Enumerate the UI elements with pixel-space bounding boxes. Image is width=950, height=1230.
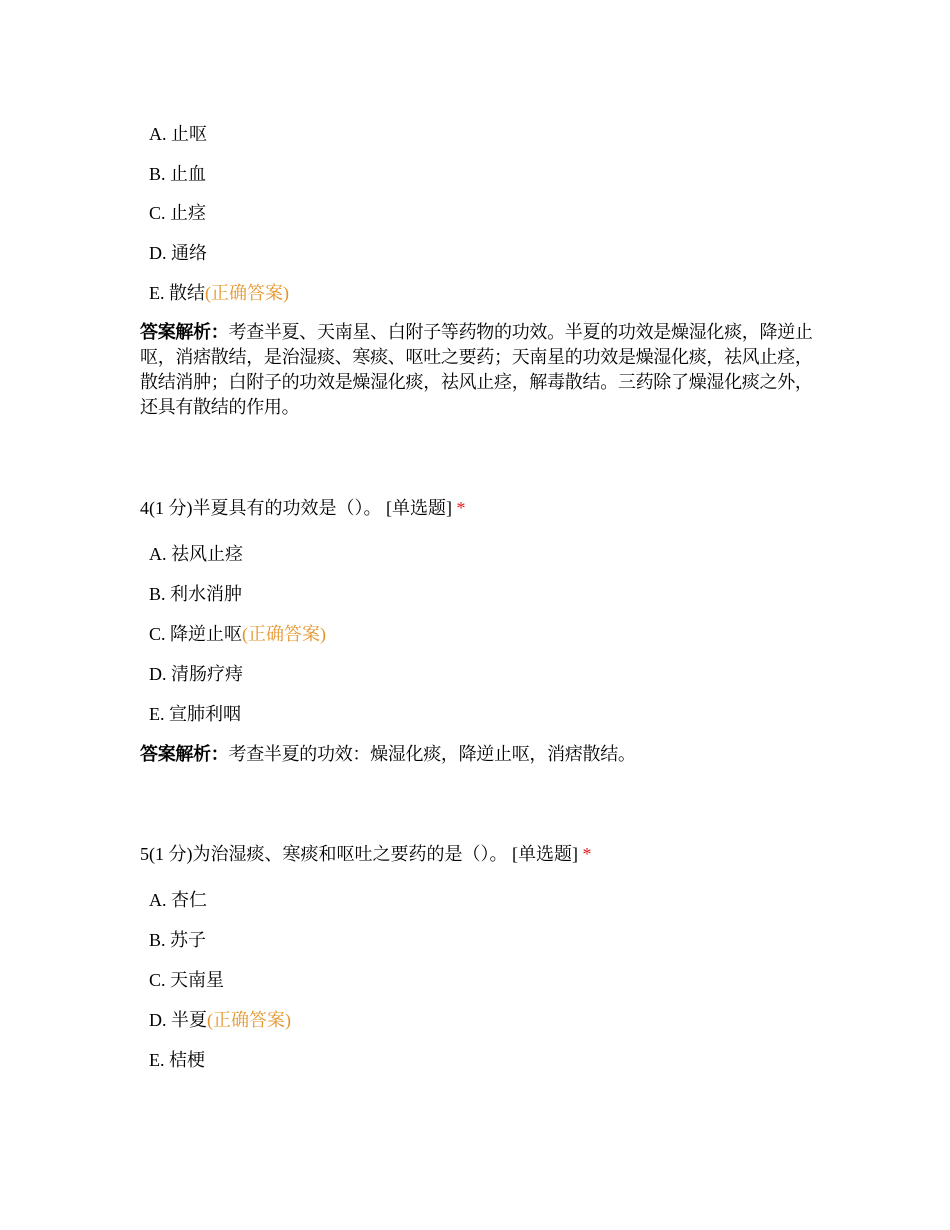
q4-option-e — [149, 703, 241, 725]
q4-option-d — [149, 663, 243, 685]
analysis-text: 考查半夏的功效：燥湿化痰，降逆止呕，消痞散结。 — [228, 744, 636, 765]
option-letter: A. — [149, 890, 167, 910]
q5-option-e — [149, 1049, 205, 1071]
option-text: 止痉 — [170, 203, 207, 223]
option-text: 降逆止呕 — [170, 624, 243, 644]
option-letter: E. — [149, 1050, 165, 1070]
q4-title — [140, 497, 465, 519]
option-letter: D. — [149, 664, 167, 684]
option-text: 通络 — [171, 243, 207, 263]
correct-answer-tag: (正确答案) — [205, 283, 289, 303]
option-text: 天南星 — [170, 970, 225, 990]
correct-answer-tag: (正确答案) — [207, 1010, 291, 1030]
option-letter: B. — [149, 584, 166, 604]
required-mark: * — [456, 498, 466, 518]
option-text: 止呕 — [171, 124, 207, 144]
option-text: 桔梗 — [169, 1050, 205, 1070]
q3-answer-analysis — [140, 320, 815, 420]
q5-title — [140, 843, 591, 865]
q4-option-c — [149, 623, 326, 645]
option-text: 清肠疗痔 — [171, 664, 243, 684]
q5-option-d — [149, 1009, 291, 1031]
q5-option-a — [149, 889, 207, 911]
q4-option-a — [149, 543, 243, 565]
option-text: 利水消肿 — [170, 584, 243, 604]
option-letter: C. — [149, 970, 166, 990]
q3-option-c — [149, 202, 206, 224]
q3-option-a — [149, 123, 207, 145]
question-text: 5(1 分)为治湿痰、寒痰和呕吐之要药的是（）。 [单选题] — [140, 844, 578, 864]
analysis-text: 考查半夏、天南星、白附子等药物的功效。半夏的功效是燥湿化痰，降逆止呕，消痞散结，是治湿痰、寒痰、呕吐之要药；天南星的功效是燥湿化痰，祛风止痉，散结消肿；白附子的功效是燥湿化痰，祛风止痉，解毒散结。三药除了燥湿化痰之外，还具有散结的作用。 — [140, 322, 813, 418]
required-mark: * — [582, 844, 592, 864]
option-text: 苏子 — [170, 930, 207, 950]
option-text: 半夏 — [171, 1010, 207, 1030]
option-letter: D. — [149, 243, 167, 263]
question-text: 4(1 分)半夏具有的功效是（）。 [单选题] — [140, 498, 452, 518]
option-text: 祛风止痉 — [171, 544, 243, 564]
option-letter: B. — [149, 930, 166, 950]
option-letter: A. — [149, 544, 167, 564]
option-text: 止血 — [170, 164, 207, 184]
option-letter: E. — [149, 704, 165, 724]
q4-option-b — [149, 583, 242, 605]
option-text: 宣肺利咽 — [169, 704, 241, 724]
q3-option-e — [149, 282, 289, 304]
option-letter: C. — [149, 624, 166, 644]
q3-option-d — [149, 242, 207, 264]
option-letter: A. — [149, 124, 167, 144]
option-letter: D. — [149, 1010, 167, 1030]
option-text: 杏仁 — [171, 890, 207, 910]
q3-option-b — [149, 163, 206, 185]
option-letter: C. — [149, 203, 166, 223]
option-text: 散结 — [169, 283, 205, 303]
q4-answer-analysis — [140, 742, 815, 767]
q5-option-b — [149, 929, 206, 951]
option-letter: E. — [149, 283, 165, 303]
analysis-label: 答案解析： — [140, 744, 229, 765]
q5-option-c — [149, 969, 224, 991]
option-letter: B. — [149, 164, 166, 184]
correct-answer-tag: (正确答案) — [242, 624, 327, 644]
analysis-label: 答案解析： — [140, 322, 229, 343]
